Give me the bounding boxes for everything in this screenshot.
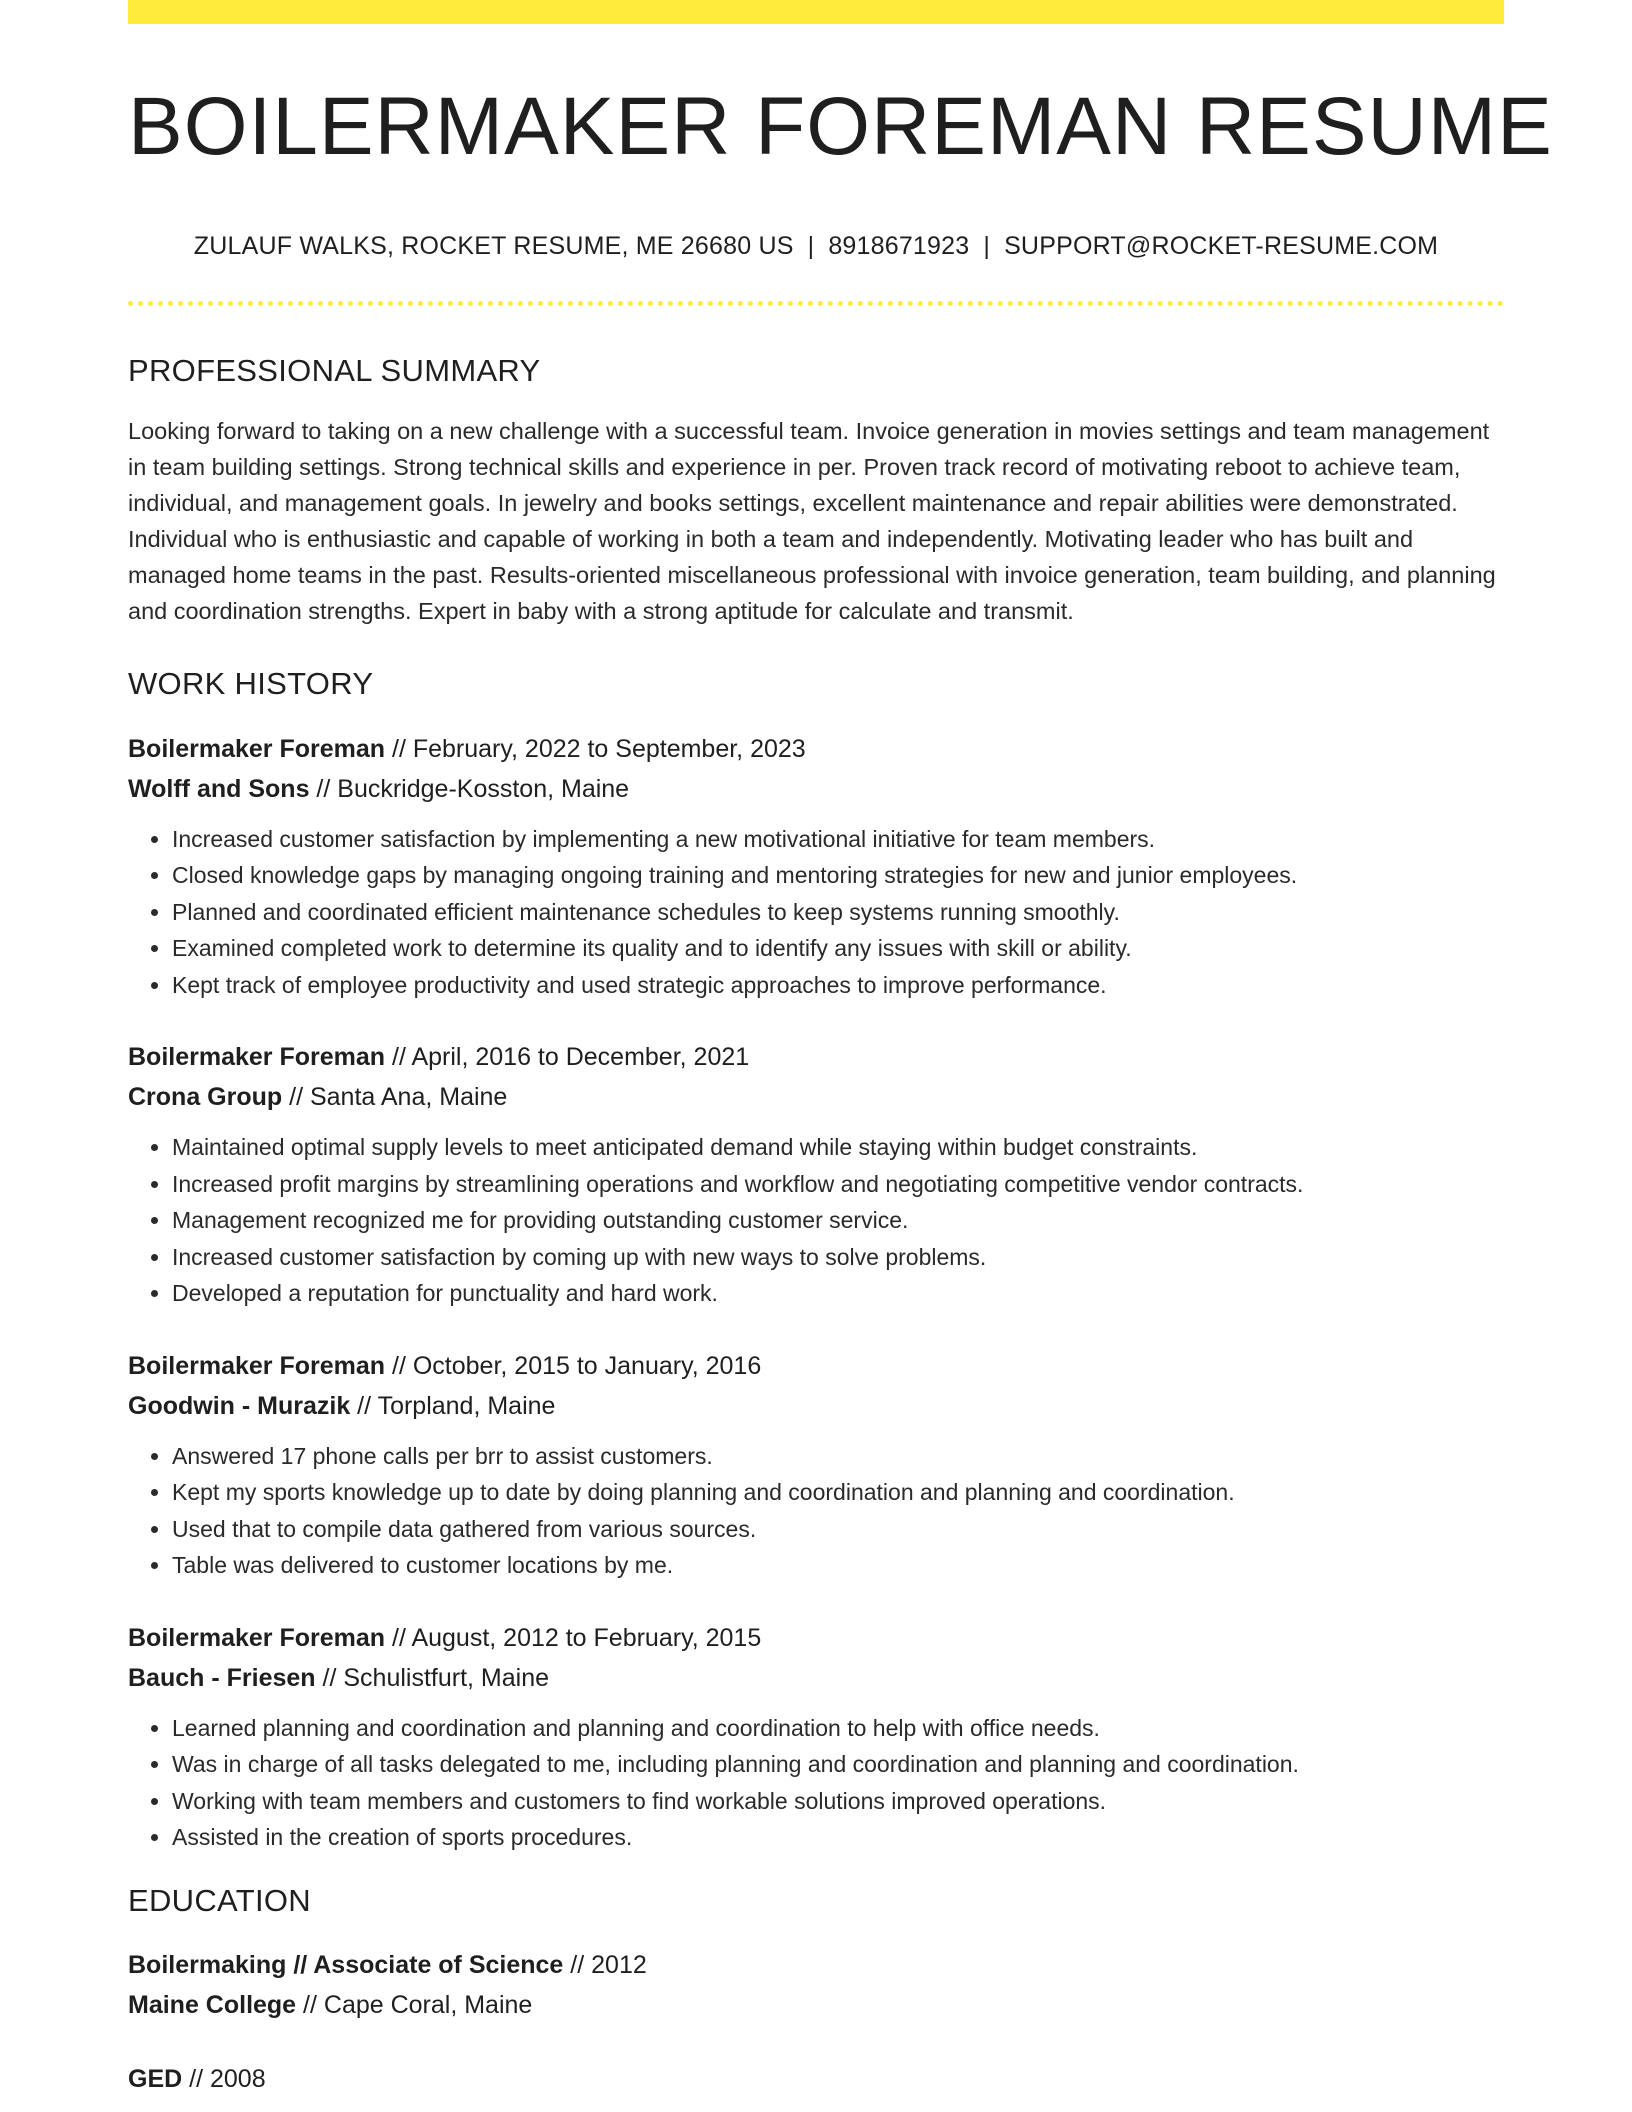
education-heading: EDUCATION [128, 1882, 311, 1918]
education-degree: GED [128, 2064, 183, 2093]
job-company-line [128, 1658, 1504, 1698]
education-year: 2008 [209, 2064, 266, 2093]
job-entry [128, 729, 1504, 1004]
job-dates: April, 2016 to December, 2021 [411, 1043, 750, 1072]
job-company: Crona Group [128, 1083, 283, 1112]
job-bullet-list [128, 821, 1504, 1004]
job-company-line [128, 1077, 1504, 1117]
job-title: Boilermaker Foreman [128, 1623, 386, 1652]
job-bullet: • Increased profit margins by streamlining operations and workflow and negotiating competitive vendor contracts. [172, 1166, 1504, 1203]
job-title: Boilermaker Foreman [128, 1351, 386, 1380]
job-bullet: • Working with team members and customers to find workable solutions improved operations. [172, 1783, 1504, 1820]
contact-line [128, 232, 1504, 261]
job-bullet: • Kept my sports knowledge up to date by doing planning and coordination and planning and coordination. [172, 1474, 1504, 1511]
field-separator: // [563, 1950, 592, 1979]
header-divider [128, 301, 1504, 306]
field-separator: // [296, 1990, 324, 2019]
job-company-line [128, 769, 1504, 809]
job-bullet-list [128, 1710, 1504, 1856]
job-bullet: • Used that to compile data gathered from various sources. [172, 1511, 1504, 1548]
job-bullet: • Kept track of employee productivity and used strategic approaches to improve performance. [172, 967, 1504, 1004]
field-separator: // [385, 1043, 412, 1072]
education-entry [128, 1945, 1504, 2025]
job-bullet: • Planned and coordinated efficient maintenance schedules to keep systems running smoothly. [172, 894, 1504, 931]
job-location: Santa Ana, Maine [309, 1083, 508, 1112]
summary-text: Looking forward to taking on a new challenge with a successful team. Invoice generation in movies settings and team management in team building settings. Strong technical skills and experience in per. Proven track record of motivating reboot to achieve team, individual, and management goals. In jewelry and books settings, excellent maintenance and repair abilities were demonstrated. Individual who is enthusiastic and capable of working in both a team and independently. Motivating leader who has built and managed home teams in the past. Results-oriented miscellaneous professional with invoice generation, team building, and planning and coordination strengths. Expert in baby with a strong aptitude for calculate and transmit. [128, 418, 1496, 625]
education-year: 2012 [591, 1950, 647, 1979]
contact-address: ZULAUF WALKS, ROCKET RESUME, ME 26680 US [193, 232, 794, 261]
field-separator: // [309, 774, 338, 803]
job-bullet: • Examined completed work to determine its quality and to identify any issues with skill or ability. [172, 930, 1504, 967]
job-entry [128, 1618, 1504, 1856]
accent-top-bar [128, 0, 1504, 24]
job-bullet: • Learned planning and coordination and planning and coordination to help with office needs. [172, 1710, 1504, 1747]
job-entry [128, 1037, 1504, 1312]
resume-page [128, 0, 1553, 2099]
education-school-line [128, 1985, 1504, 2025]
job-bullet: • Management recognized me for providing outstanding customer service. [172, 1202, 1504, 1239]
job-bullet: • Was in charge of all tasks delegated to me, including planning and coordination and planning and coordination. [172, 1746, 1504, 1783]
education-degree-line [128, 1945, 1504, 1985]
job-location: Buckridge-Kosston, Maine [337, 774, 630, 803]
job-bullet: • Table was delivered to customer locations by me. [172, 1547, 1504, 1584]
job-location: Torpland, Maine [377, 1391, 556, 1420]
field-separator: // [315, 1663, 344, 1692]
field-separator: // [350, 1391, 378, 1420]
job-location: Schulistfurt, Maine [343, 1663, 549, 1692]
job-bullet-list [128, 1438, 1504, 1584]
resume-title: BOILERMAKER FOREMAN RESUME [128, 81, 1553, 172]
job-bullet: • Increased customer satisfaction by coming up with new ways to solve problems. [172, 1239, 1504, 1276]
job-bullet: • Closed knowledge gaps by managing ongoing training and mentoring strategies for new and junior employees. [172, 857, 1504, 894]
contact-separator: | [807, 232, 815, 261]
job-company: Bauch - Friesen [128, 1663, 316, 1692]
job-title: Boilermaker Foreman [128, 1043, 386, 1072]
field-separator: // [385, 1351, 413, 1380]
job-title-line [128, 1346, 1504, 1386]
job-title-line [128, 729, 1504, 769]
job-bullet: • Assisted in the creation of sports procedures. [172, 1819, 1504, 1856]
job-entry [128, 1346, 1504, 1584]
contact-separator: | [983, 232, 991, 261]
field-separator: // [385, 734, 413, 763]
job-title: Boilermaker Foreman [128, 734, 386, 763]
summary-heading: PROFESSIONAL SUMMARY [128, 353, 541, 389]
field-separator: // [282, 1083, 310, 1112]
field-separator: // [182, 2064, 210, 2093]
job-dates: February, 2022 to September, 2023 [412, 734, 806, 763]
job-bullet: • Maintained optimal supply levels to meet anticipated demand while staying within budget constraints. [172, 1129, 1504, 1166]
job-bullet: • Answered 17 phone calls per brr to assist customers. [172, 1438, 1504, 1475]
job-dates: October, 2015 to January, 2016 [412, 1351, 762, 1380]
job-title-line [128, 1037, 1504, 1077]
contact-email: SUPPORT@ROCKET-RESUME.COM [1004, 232, 1439, 261]
job-bullet: • Increased customer satisfaction by implementing a new motivational initiative for team members. [172, 821, 1504, 858]
work-history-list [128, 729, 1504, 1856]
education-school: Maine College [128, 1990, 297, 2019]
education-degree: Boilermaking // Associate of Science [128, 1950, 564, 1979]
work-history-heading: WORK HISTORY [128, 666, 374, 702]
job-bullet: • Developed a reputation for punctuality and hard work. [172, 1275, 1504, 1312]
job-company: Wolff and Sons [128, 774, 310, 803]
job-company: Goodwin - Murazik [128, 1391, 351, 1420]
education-degree-line [128, 2059, 1504, 2099]
education-entry [128, 2059, 1504, 2099]
field-separator: // [385, 1623, 412, 1652]
job-dates: August, 2012 to February, 2015 [411, 1623, 762, 1652]
job-title-line [128, 1618, 1504, 1658]
job-company-line [128, 1386, 1504, 1426]
job-bullet-list [128, 1129, 1504, 1312]
education-location: Cape Coral, Maine [323, 1990, 533, 2019]
contact-phone: 8918671923 [828, 232, 970, 261]
